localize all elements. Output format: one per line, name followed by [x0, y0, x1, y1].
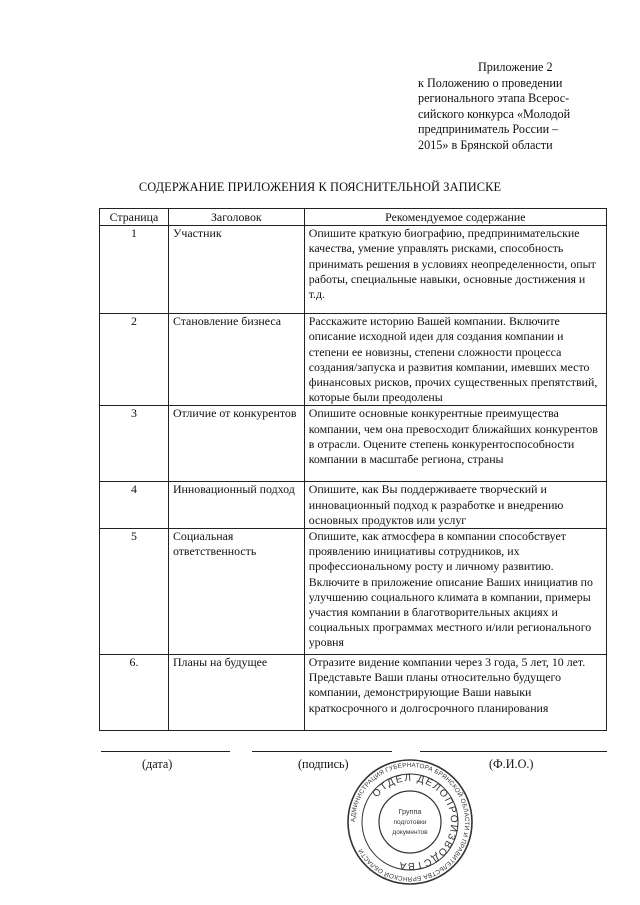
name-line	[420, 751, 607, 752]
row-heading: Инновационный подход	[168, 482, 304, 529]
office-stamp	[346, 758, 474, 886]
row-page: 6.	[100, 655, 169, 731]
header-content: Рекомендуемое содержание	[304, 209, 606, 226]
appendix-line: к Положению о проведении	[418, 75, 563, 90]
row-page: 3	[100, 406, 169, 482]
row-content: Опишите краткую биографию, предпринимательские качества, умение управлять рисками, способность принимать решения в условиях неопределенности, опыт работы, специальные навыки, основные достижения и т.д.	[304, 226, 606, 314]
stamp-center-line: документов	[392, 829, 428, 836]
header-page: Страница	[100, 209, 169, 226]
table-header-row	[100, 209, 607, 226]
row-content: Опишите, как Вы поддерживаете творческий и инновационный подход к разработке и внедрению основных продуктов или услуг	[304, 482, 606, 529]
stamp-inner-text: ОТДЕЛ ДЕЛОПРОИЗВОДСТВА	[370, 772, 460, 872]
signature-label: (подпись)	[298, 757, 349, 771]
table-row	[100, 314, 607, 406]
table-row	[100, 482, 607, 529]
row-page: 1	[100, 226, 169, 314]
table-row	[100, 406, 607, 482]
date-line	[101, 751, 230, 752]
row-page: 5	[100, 529, 169, 655]
row-content: Отразите видение компании через 3 года, 5 лет, 10 лет. Представьте Ваши планы относительно будущего компании, демонстрирующие Ваши навыки краткосрочного и долгосрочного планирования	[304, 655, 606, 731]
row-content: Расскажите историю Вашей компании. Включите описание исходной идеи для создания компании и степени ее новизны, степени сложности процесса создания/запуска и развития компании, имевших место финансовых рисков, прочих существенных препятствий, которые были преодолены	[304, 314, 606, 406]
appendix-note	[418, 60, 618, 154]
stamp-center-line: подготовки	[393, 819, 427, 826]
table-row	[100, 655, 607, 731]
appendix-line: сийского конкурса «Молодой	[418, 106, 571, 121]
appendix-line: предприниматель России –	[418, 122, 559, 137]
row-heading: Отличие от конкурентов	[168, 406, 304, 482]
date-label: (дата)	[142, 757, 173, 771]
row-page: 2	[100, 314, 169, 406]
document-title: СОДЕРЖАНИЕ ПРИЛОЖЕНИЯ К ПОЯСНИТЕЛЬНОЙ ЗАПИСКЕ	[138, 180, 502, 194]
row-heading: Становление бизнеса	[168, 314, 304, 406]
appendix-line: Приложение 2	[478, 60, 553, 74]
stamp-center-line: Группа	[398, 807, 422, 816]
row-page: 4	[100, 482, 169, 529]
row-heading: Планы на будущее	[168, 655, 304, 731]
row-heading: Социальная ответственность	[168, 529, 304, 655]
appendix-line: регионального этапа Всерос-	[418, 91, 570, 106]
stamp-outer-text: АДМИНИСТРАЦИЯ ГУБЕРНАТОРА БРЯНСКОЙ ОБЛАСТИ И ПРАВИТЕЛЬСТВА БРЯНСКОЙ ОБЛАСТИ	[349, 761, 471, 883]
name-label: (Ф.И.О.)	[489, 757, 534, 771]
content-table	[99, 208, 607, 731]
signature-line	[252, 751, 392, 752]
table-row	[100, 226, 607, 314]
table-row	[100, 529, 607, 655]
row-content: Опишите, как атмосфера в компании способствует проявлению инициативы сотрудников, их профессиональному росту и личному развитию. Включите в приложение описание Ваших инициатив по улучшению социального климата в компании, примеры участия компании в благотворительных акциях и социальных программах местного и/или регионального уровня	[304, 529, 606, 655]
row-content: Опишите основные конкурентные преимущества компании, чем она превосходит ближайших конкурентов в отрасли. Оцените степень конкурентоспособности компании в масштабе региона, страны	[304, 406, 606, 482]
header-heading: Заголовок	[168, 209, 304, 226]
appendix-line: 2015» в Брянской области	[418, 137, 553, 152]
row-heading: Участник	[168, 226, 304, 314]
